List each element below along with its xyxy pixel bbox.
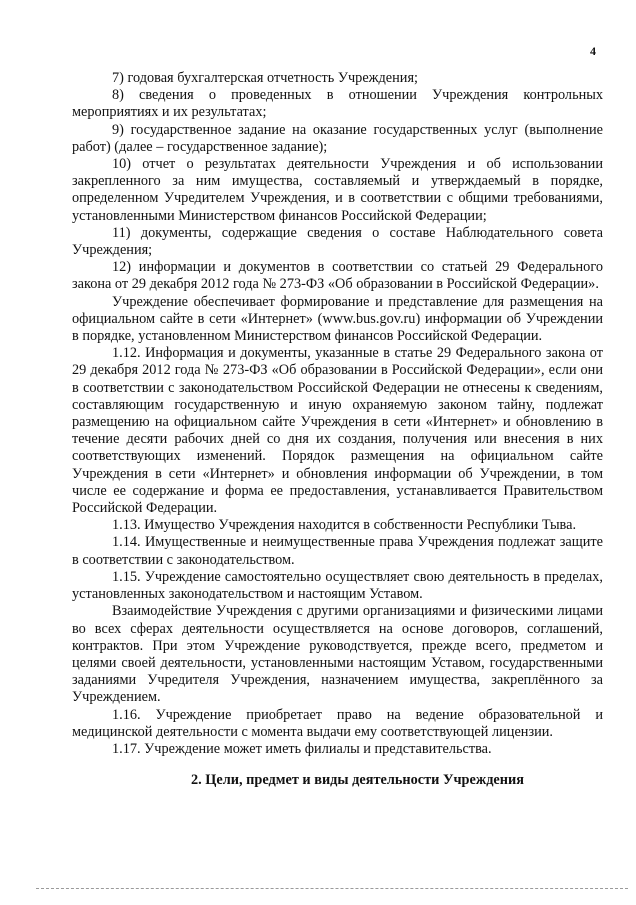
paragraph-item-11: 11) документы, содержащие сведения о составе Наблюдательного совета Учреждения;: [72, 224, 603, 259]
paragraph-1-12: 1.12. Информация и документы, указанные в статье 29 Федерального закона от 29 декабря 2012 года № 273-ФЗ «Об образовании в Российской Федерации», если они в соответствии с законодательством Российской Федерации не отнесены к сведениям, составляющим государственную и иную охраняемую законом тайну, подлежат размещению на официальном сайте Учреждения в сети «Интернет» и обновлению в течение десяти рабочих дней со дня их создания, получения или внесения в них соответствующих изменений. Порядок размещения на официальном сайте Учреждения в сети «Интернет» и обновления информации об Учреждении, в том числе ее содержание и форма ее предоставления, устанавливается Правительством Российской Федерации.: [72, 345, 603, 517]
paragraph-bus-gov: Учреждение обеспечивает формирование и представление для размещения на официальном сайте в сети «Интернет» (www.bus.gov.ru) информации об Учреждении в порядке, установленном Министерством финансов Российской Федерации.: [72, 293, 603, 345]
page-number: 4: [590, 44, 596, 58]
paragraph-item-8: 8) сведения о проведенных в отношении Учреждения контрольных мероприятиях и их результатах;: [72, 87, 603, 121]
page-bottom-divider: [36, 888, 628, 889]
paragraph-item-9: 9) государственное задание на оказание государственных услуг (выполнение работ) (далее – государственное задание);: [72, 121, 603, 155]
paragraph-1-13: 1.13. Имущество Учреждения находится в собственности Республики Тыва.: [112, 517, 577, 534]
paragraph-interaction: Взаимодействие Учреждения с другими организациями и физическими лицами во всех сферах деятельности осуществляется на основе договоров, соглашений, контрактов. При этом Учреждение руководствуется, прежде всего, предметом и целями своей деятельности, установленными настоящим Уставом, государственными заданиями Учредителя Учреждения, назначением имущества, закреплённого за Учреждением.: [72, 603, 603, 706]
paragraph-item-12: 12) информации и документов в соответствии со статьей 29 Федерального закона от 29 декабря 2012 года № 273-ФЗ «Об образовании в Российской Федерации».: [72, 259, 603, 293]
paragraph-1-15: 1.15. Учреждение самостоятельно осуществляет свою деятельность в пределах, установленных законодательством и настоящим Уставом.: [72, 568, 603, 603]
paragraph-item-10: 10) отчет о результатах деятельности Учреждения и об использовании закрепленного за ним имущества, составляемый и утверждаемый в порядке, определенном Учредителем Учреждения, и в соответствии с общими требованиями, установленными Министерством финансов Российской Федерации;: [72, 156, 603, 224]
paragraph-item-7: 7) годовая бухгалтерская отчетность Учреждения;: [112, 70, 419, 86]
paragraph-1-17: 1.17. Учреждение может иметь филиалы и представительства.: [112, 740, 492, 757]
paragraph-1-16: 1.16. Учреждение приобретает право на ведение образовательной и медицинской деятельности с момента выдачи ему соответствующей лицензии.: [72, 706, 603, 740]
document-body: [72, 70, 603, 789]
paragraph-1-14: 1.14. Имущественные и неимущественные права Учреждения подлежат защите в соответствии с законодательством.: [72, 534, 603, 568]
section-heading: 2. Цели, предмет и виды деятельности Учреждения: [190, 772, 524, 789]
